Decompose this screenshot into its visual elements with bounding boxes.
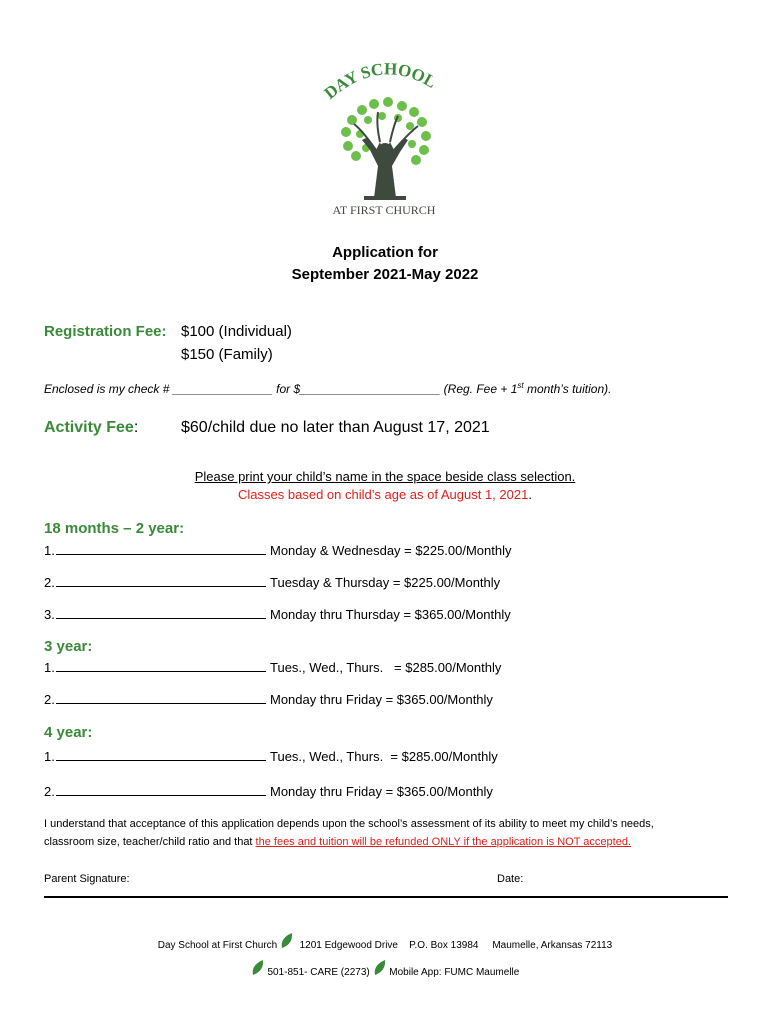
row-number: 1. bbox=[44, 660, 55, 675]
child-name-field[interactable] bbox=[56, 606, 266, 619]
footer-address: 1201 Edgewood Drive bbox=[299, 940, 398, 951]
footer-line1 bbox=[0, 932, 770, 951]
signature-line[interactable] bbox=[44, 896, 728, 898]
enclosed-text: Enclosed is my check # _______________ for $_____________________ bbox=[44, 382, 441, 396]
row-description: Tues., Wed., Thurs. = $285.00/Monthly bbox=[270, 749, 498, 764]
day-school-logo bbox=[318, 58, 450, 218]
row-description: Monday thru Friday = $365.00/Monthly bbox=[270, 784, 493, 799]
leaf-icon bbox=[373, 959, 387, 977]
class-row bbox=[44, 748, 498, 764]
row-description: Monday thru Friday = $365.00/Monthly bbox=[270, 692, 493, 707]
leaf-icon bbox=[251, 959, 265, 977]
footer-mobile-app: Mobile App: FUMC Maumelle bbox=[389, 967, 520, 978]
instruction-line2-wrap bbox=[0, 487, 770, 502]
row-description: Monday thru Thursday = $365.00/Monthly bbox=[270, 607, 511, 622]
class-row bbox=[44, 783, 493, 799]
activity-fee-label: Activity Fee bbox=[44, 419, 134, 436]
enclosed-note: (Reg. Fee + 1 bbox=[443, 382, 518, 396]
activity-fee-colon: : bbox=[133, 419, 139, 436]
registration-fee-family: $150 (Family) bbox=[181, 346, 273, 363]
class-row bbox=[44, 606, 511, 622]
row-number: 2. bbox=[44, 784, 55, 799]
child-name-field[interactable] bbox=[56, 542, 266, 555]
class-row bbox=[44, 574, 500, 590]
child-name-field[interactable] bbox=[56, 691, 266, 704]
child-name-field[interactable] bbox=[56, 659, 266, 672]
understanding-line2 bbox=[44, 836, 631, 848]
refund-policy-text: the fees and tuition will be refunded ONLY if the application is NOT accepted. bbox=[255, 836, 631, 848]
section-title-4yr: 4 year: bbox=[44, 724, 93, 741]
footer-line2 bbox=[0, 959, 770, 978]
leaf-icon bbox=[280, 932, 294, 950]
instruction-line2-end: . bbox=[528, 487, 532, 502]
class-row bbox=[44, 659, 501, 675]
activity-fee-label-wrap bbox=[44, 419, 138, 437]
logo-top-text: DAY SCHOOL bbox=[320, 59, 440, 103]
enclosed-sup: st bbox=[517, 381, 524, 390]
enclosed-check-line bbox=[44, 381, 611, 396]
registration-fee-individual: $100 (Individual) bbox=[181, 323, 292, 340]
section-title-3yr: 3 year: bbox=[44, 638, 93, 655]
child-name-field[interactable] bbox=[56, 574, 266, 587]
row-number: 1. bbox=[44, 543, 55, 558]
row-number: 2. bbox=[44, 692, 55, 707]
logo-bottom-text: AT FIRST CHURCH bbox=[332, 203, 436, 217]
row-description: Tuesday & Thursday = $225.00/Monthly bbox=[270, 575, 501, 590]
footer-phone: 501-851- CARE (2273) bbox=[267, 967, 370, 978]
section-title-18mo: 18 months – 2 year: bbox=[44, 520, 185, 537]
enclosed-note-end: month’s tuition). bbox=[523, 382, 612, 396]
child-name-field[interactable] bbox=[56, 783, 266, 796]
class-row bbox=[44, 542, 512, 558]
instruction-line1: Please print your child’s name in the space beside class selection. bbox=[194, 469, 576, 484]
parent-signature-label: Parent Signature: bbox=[44, 873, 130, 885]
heading-line2: September 2021-May 2022 bbox=[291, 266, 479, 283]
footer-school-name: Day School at First Church bbox=[157, 940, 278, 951]
understanding-line1: I understand that acceptance of this application depends upon the school’s assessment of its ability to meet my child’s needs, bbox=[44, 818, 654, 830]
date-label: Date: bbox=[497, 873, 524, 885]
row-description: Monday & Wednesday = $225.00/Monthly bbox=[270, 543, 512, 558]
activity-fee-value: $60/child due no later than August 17, 2021 bbox=[181, 419, 490, 436]
understanding-text: classroom size, teacher/child ratio and that bbox=[44, 836, 256, 848]
class-row bbox=[44, 691, 493, 707]
registration-fee-label: Registration Fee: bbox=[44, 323, 167, 340]
row-number: 3. bbox=[44, 607, 55, 622]
tree-logo-graphic bbox=[318, 58, 450, 218]
row-number: 1. bbox=[44, 749, 55, 764]
footer-city: Maumelle, Arkansas 72113 bbox=[492, 940, 613, 951]
row-number: 2. bbox=[44, 575, 55, 590]
child-name-field[interactable] bbox=[56, 748, 266, 761]
instruction-line2: Classes based on child’s age as of August 1, 2021 bbox=[238, 487, 529, 502]
heading-line1: Application for bbox=[332, 244, 438, 261]
row-description: Tues., Wed., Thurs. = $285.00/Monthly bbox=[270, 660, 502, 675]
footer-pobox: P.O. Box 13984 bbox=[409, 940, 479, 951]
